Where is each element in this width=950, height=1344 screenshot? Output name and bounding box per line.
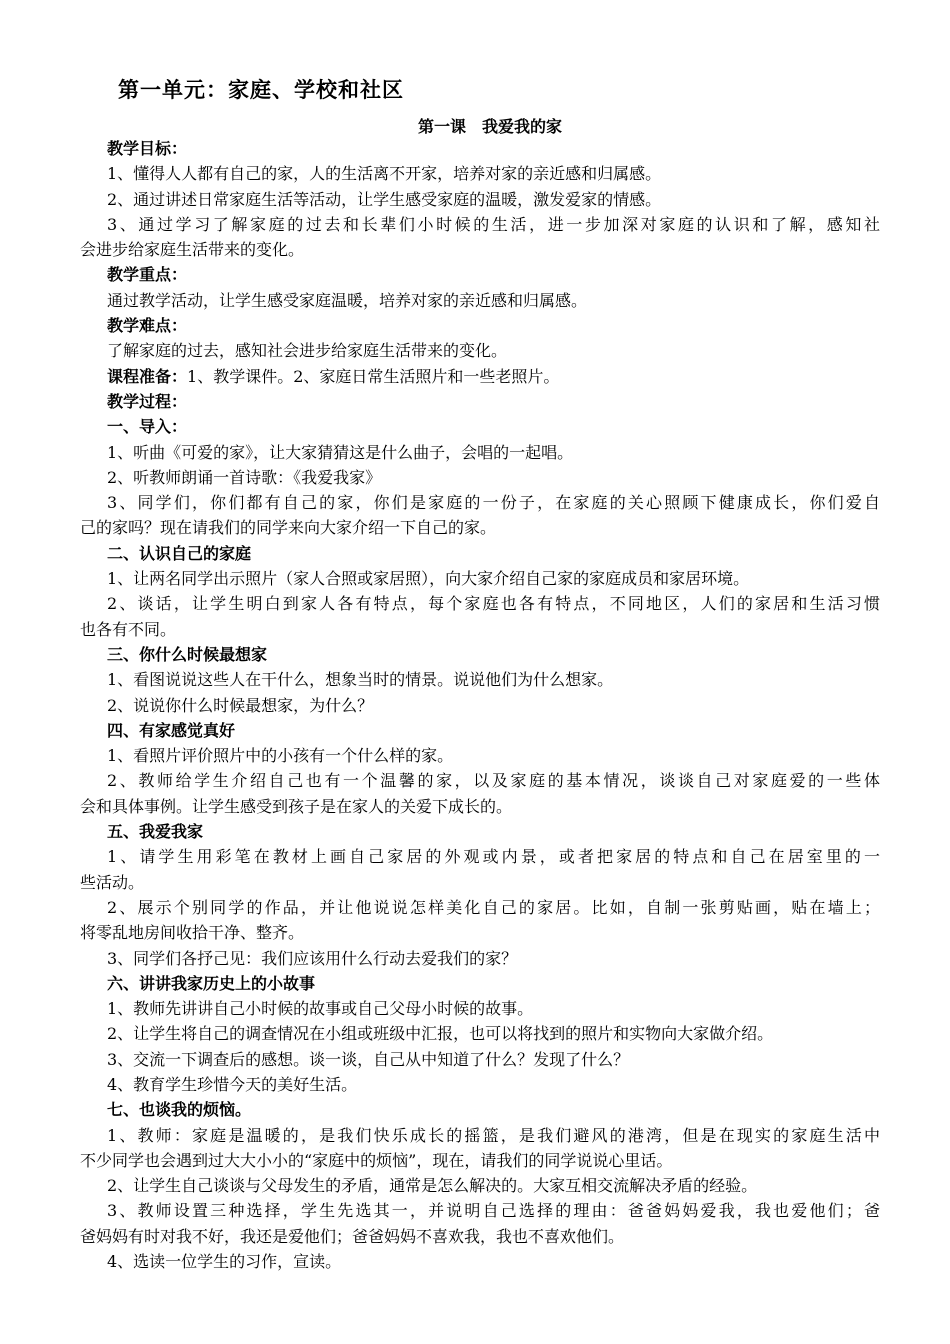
section-line: 不少同学也会遇到过大大小小的“家庭中的烦恼”，现在，请我们的同学说说心里话。 [80,1150,673,1170]
section-line: 3、同学们各抒己见：我们应该用什么行动去爱我们的家？ [107,948,518,968]
goals-heading: 教学目标： [107,139,188,158]
section-line: 将零乱地房间收拾干净、整齐。 [80,923,305,943]
section-line: 2、听教师朗诵一首诗歌：《我爱我家》 [107,467,382,487]
section-line: 1、请学生用彩笔在教材上画自己家居的外观或内景，或者把家居的特点和自己在居室里的一 [107,847,880,867]
section-line: 2、展示个别同学的作品，并让他说说怎样美化自己的家居。比如，自制一张剪贴画，贴在墙上； [107,897,880,917]
section-line: 2、教师给学生介绍自己也有一个温馨的家，以及家庭的基本情况，谈谈自己对家庭爱的一些体 [107,771,880,791]
section-heading: 七、也谈我的烦恼。 [107,1100,252,1120]
section-line: 2、说说你什么时候最想家，为什么？ [107,695,374,715]
section-line: 1、听曲《可爱的家》，让大家猜猜这是什么曲子，会唱的一起唱。 [107,442,574,462]
process-heading: 教学过程： [107,391,188,411]
section-line: 1、让两名同学出示照片（家人合照或家居照），向大家介绍自己家的家庭成员和家居环境。 [107,569,750,589]
preparation-label: 课程准备： [107,366,188,386]
section-line: 4、教育学生珍惜今天的美好生活。 [107,1074,358,1094]
section-line: 3、交流一下调查后的感想。谈一谈，自己从中知道了什么？发现了什么？ [107,1049,630,1069]
key-points-heading: 教学重点： [107,265,188,285]
section-line: 3、教师设置三种选择，学生先选其一，并说明自己选择的理由：爸爸妈妈爱我，我也爱他们；爸 [107,1201,880,1221]
section-line: 2、让学生将自己的调查情况在小组或班级中汇报，也可以将找到的照片和实物向大家做介绍。 [107,1024,774,1044]
section-heading: 五、我爱我家 [107,822,204,842]
difficulties-heading: 教学难点： [107,316,188,336]
section-line: 4、选读一位学生的习作，宣读。 [107,1252,342,1272]
section-line: 2、让学生自己谈谈与父母发生的矛盾，通常是怎么解决的。大家互相交流解决矛盾的经验。 [107,1176,758,1196]
goal-item: 2、通过讲述日常家庭生活等活动，让学生感受家庭的温暖，激发爱家的情感。 [107,189,662,209]
section-line: 1、教师先讲讲自己小时候的故事或自己父母小时候的故事。 [107,999,534,1019]
section-line: 3、同学们，你们都有自己的家，你们是家庭的一份子，在家庭的关心照顾下健康成长，你们爱自 [107,493,880,513]
section-line: 2、谈话，让学生明白到家人各有特点，每个家庭也各有特点，不同地区，人们的家居和生活习惯 [107,594,880,614]
section-heading: 三、你什么时候最想家 [107,644,268,664]
key-points-text: 通过教学活动，让学生感受家庭温暖，培养对家的亲近感和归属感。 [107,290,588,310]
difficulties-text: 了解家庭的过去，感知社会进步给家庭生活带来的变化。 [107,341,508,361]
lesson-content [80,136,880,1274]
preparation-text: 1、教学课件。2、家庭日常生活照片和一些老照片。 [187,366,560,386]
section-heading: 六、讲讲我家历史上的小故事 [107,973,316,993]
preparation-line [80,364,880,389]
section-line: 己的家吗？现在请我们的同学来向大家介绍一下自己的家。 [80,518,497,538]
section-line: 1、看照片评价照片中的小孩有一个什么样的家。 [107,746,454,766]
goal-item: 3、通过学习了解家庭的过去和长辈们小时候的生活，进一步加深对家庭的认识和了解，感知社 [107,214,880,234]
section-heading: 二、认识自己的家庭 [107,543,252,563]
section-line: 些活动。 [80,872,145,892]
section-line: 爸妈妈有时对我不好，我还是爱他们；爸爸妈妈不喜欢我，我也不喜欢他们。 [80,1226,625,1246]
lesson-title: 第一课 我爱我的家 [417,117,562,136]
section-heading: 一、导入： [107,417,188,437]
section-line: 会和具体事例。让学生感受到孩子是在家人的关爱下成长的。 [80,796,513,816]
goal-item-continued: 会进步给家庭生活带来的变化。 [80,240,305,260]
section-heading: 四、有家感觉真好 [107,720,236,740]
goal-item: 1、懂得人人都有自己的家，人的生活离不开家，培养对家的亲近感和归属感。 [107,164,662,184]
section-line: 1、教师：家庭是温暖的，是我们快乐成长的摇篮，是我们避风的港湾，但是在现实的家庭生活中 [107,1125,880,1145]
section-line: 也各有不同。 [80,619,177,639]
unit-title: 第一单元：家庭、学校和社区 [118,78,404,102]
section-line: 1、看图说说这些人在干什么，想象当时的情景。说说他们为什么想家。 [107,670,614,690]
